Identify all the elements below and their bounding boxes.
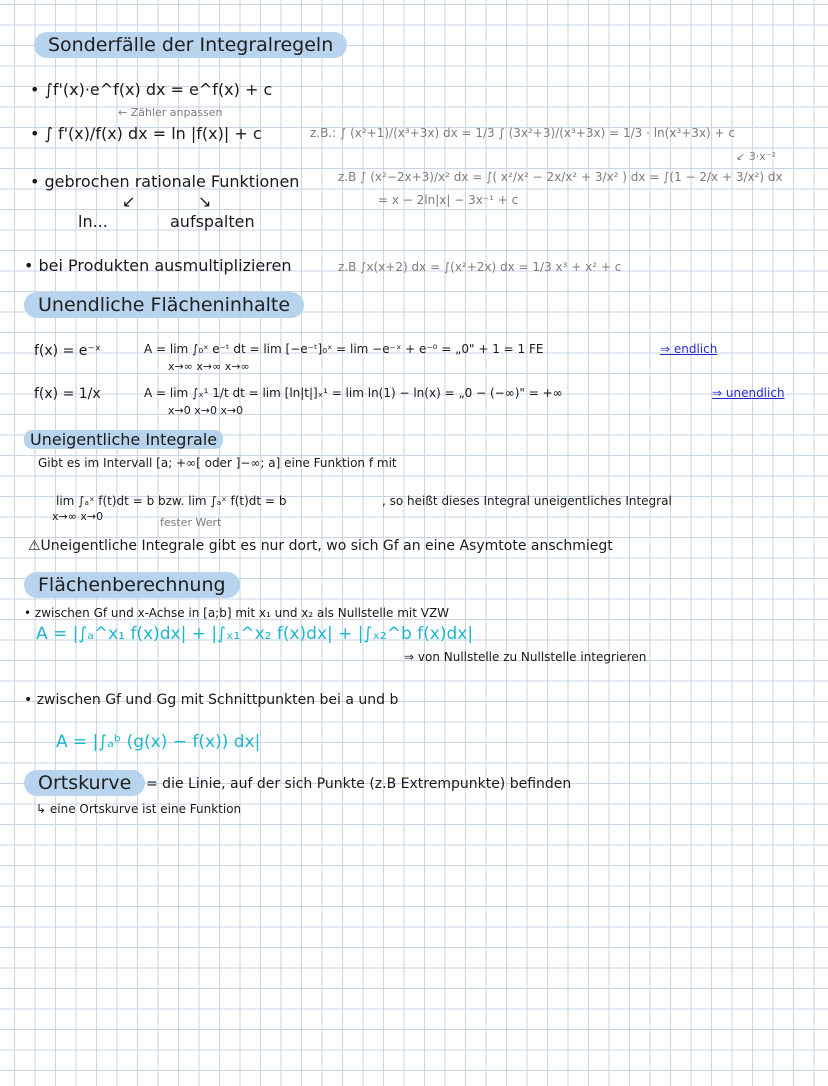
- section-title-sonderfaelle: Sonderfälle der Integralregeln: [34, 32, 347, 58]
- warning-asymptote: ⚠Uneigentliche Integrale gibt es nur dort, wo sich Gf an eine Asymtote anschmiegt: [28, 538, 613, 554]
- function-reciprocal: f(x) = 1/x: [34, 386, 101, 402]
- uneig-formula: lim ∫ₐˣ f(t)dt = b bzw. lim ∫ₐˣ f(t)dt = b: [56, 494, 287, 508]
- rule-product: • bei Produkten ausmultiplizieren: [24, 256, 292, 275]
- example-note: ↙ 3·x⁻²: [736, 150, 776, 163]
- uneig-description: Gibt es im Intervall [a; +∞[ oder ]−∞; a] eine Funktion f mit: [38, 456, 397, 470]
- result-unendlich: ⇒ unendlich: [712, 386, 785, 400]
- section-title-unendlich: Unendliche Flächeninhalte: [24, 292, 304, 318]
- calc-exp-limits: x→∞ x→∞ x→∞: [168, 360, 250, 373]
- rule-note: ← Zähler anpassen: [118, 106, 223, 119]
- formula-two-graphs: A = |∫ₐᵇ (g(x) − f(x)) dx|: [56, 732, 261, 752]
- case-two-graphs: • zwischen Gf und Gg mit Schnittpunkten bei a und b: [24, 692, 399, 708]
- function-exp: f(x) = e⁻ˣ: [34, 343, 101, 359]
- section-title-ortskurve: Ortskurve: [24, 770, 145, 796]
- fester-wert-note: fester Wert: [160, 516, 222, 529]
- rule-rational: • gebrochen rationale Funktionen: [30, 172, 300, 191]
- label-ln: ln...: [78, 212, 108, 231]
- calc-reciprocal: A = lim ∫ₓ¹ 1/t dt = lim [ln|t|]ₓ¹ = lim ln(1) − ln(x) = „0 − (−∞)" = +∞: [144, 386, 563, 400]
- uneig-formula-end: , so heißt dieses Integral uneigentliches Integral: [382, 494, 672, 508]
- calc-exp: A = lim ∫₀ˣ e⁻ᵗ dt = lim [−e⁻ᵗ]₀ˣ = lim −e⁻ˣ + e⁻⁰ = „0" + 1 = 1 FE: [144, 342, 544, 356]
- example-log: z.B.: ∫ (x²+1)/(x³+3x) dx = 1/3 ∫ (3x²+3)/(x³+3x) = 1/3 · ln(x³+3x) + c: [310, 126, 736, 140]
- ortskurve-subnote: ↳ eine Ortskurve ist eine Funktion: [36, 802, 242, 816]
- section-title-flaechen: Flächenberechnung: [24, 572, 240, 598]
- arrow-left: ↙: [122, 192, 136, 211]
- subtitle-uneigentlich: Uneigentliche Integrale: [24, 430, 223, 449]
- arrow-right: ↘: [198, 192, 212, 211]
- example-product: z.B ∫x(x+2) dx = ∫(x²+2x) dx = 1/3 x³ + x² + c: [338, 260, 622, 274]
- example-rational: z.B ∫ (x²−2x+3)/x² dx = ∫( x²/x² − 2x/x² + 3/x² ) dx = ∫(1 − 2/x + 3/x²) dx: [338, 170, 783, 184]
- label-aufspalten: aufspalten: [170, 212, 255, 231]
- case-x-axis: • zwischen Gf und x-Achse in [a;b] mit x₁ und x₂ als Nullstelle mit VZW: [24, 606, 450, 620]
- example-rational-result: = x − 2ln|x| − 3x⁻¹ + c: [378, 193, 519, 207]
- rule-exp: • ∫f'(x)·e^f(x) dx = e^f(x) + c: [30, 80, 273, 99]
- note-nullstelle: ⇒ von Nullstelle zu Nullstelle integrieren: [404, 650, 647, 664]
- formula-x-axis: A = |∫ₐ^x₁ f(x)dx| + |∫ₓ₁^x₂ f(x)dx| + |∫ₓ₂^b f(x)dx|: [36, 624, 474, 644]
- rule-log: • ∫ f'(x)/f(x) dx = ln |f(x)| + c: [30, 124, 262, 143]
- ortskurve-definition: = die Linie, auf der sich Punkte (z.B Extrempunkte) befinden: [146, 776, 572, 792]
- uneig-formula-limits: x→∞ x→0: [52, 510, 104, 523]
- calc-reciprocal-limits: x→0 x→0 x→0: [168, 404, 244, 417]
- result-endlich: ⇒ endlich: [660, 342, 718, 356]
